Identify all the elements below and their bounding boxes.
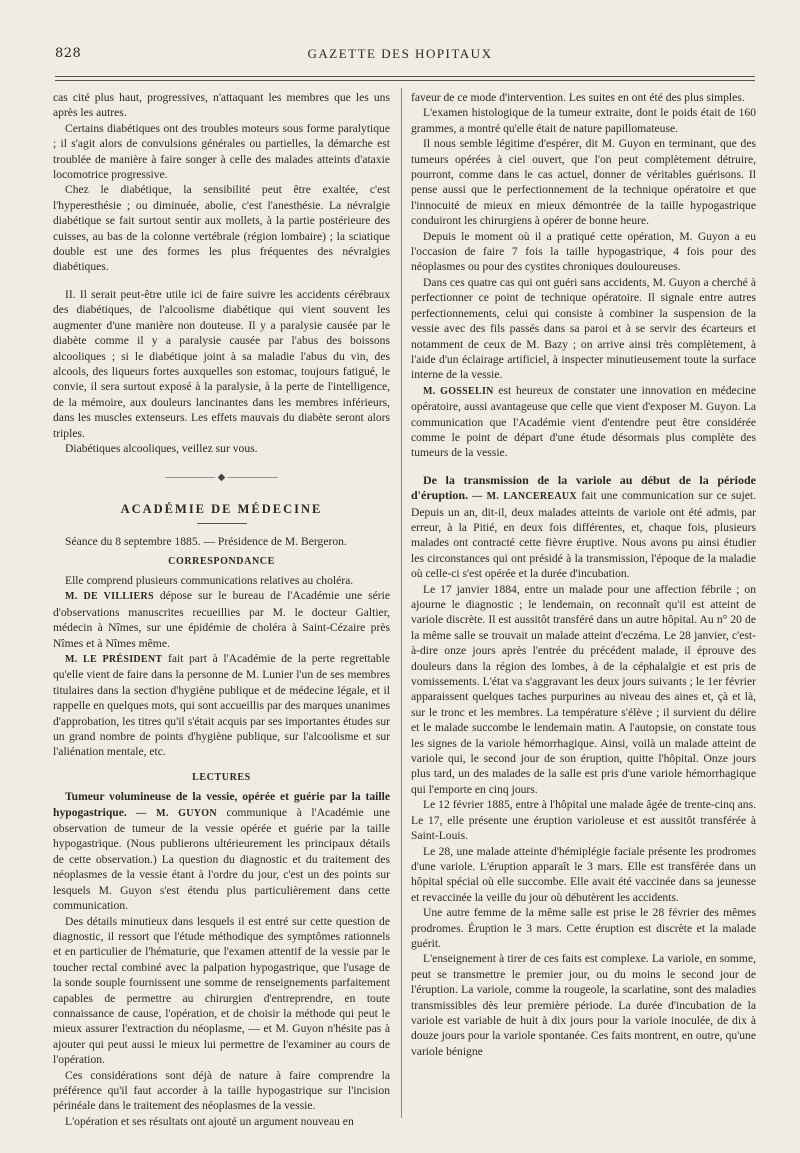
paragraph: Chez le diabétique, la sensibilité peut être exaltée, c'est l'hyperesthésie ; ou diminuée, abolie, c'est l'anesthésie. La névralgie diabétique se fait surtout sentir aux mollets, à la partie postérieure des cuisses, au bas de la colonne vertébrale (région lombaire) ; la sciatique double est une des formes les plus fréquentes des névralgies diabétiques. — [53, 183, 390, 274]
column-divider — [401, 88, 402, 1118]
paragraph: cas cité plus haut, progressives, n'attaquant les membres que les uns après les autres. — [53, 91, 390, 120]
paragraph: M. GOSSELIN est heureux de constater une innovation en médecine opératoire, aussi avantageuse que celle que vient d'exposer M. Guyon. La communication que l'Académie vient d'entendre peut être considérée comme le point de départ d'une étude désormais plus complète des tumeurs de la vessie. — [411, 383, 757, 460]
heading-rule — [197, 523, 247, 524]
paragraph: Tumeur volumineuse de la vessie, opérée et guérie par la taille hypogastrique. — M. GUYON communique à l'Académie une observation de tumeur de la vessie opérée et guérie par la taille hypogastrique. (Nous publierons ultérieurement les principaux détails de cette observation.) La question du diagnostic et du traitement des néoplasmes de la vessie étant à l'ordre du jour, c'est un des points sur lesquels M. Guyon s'est étendu plus particulièrement dans cette communication. — [53, 790, 390, 913]
paragraph: Depuis le moment où il a pratiqué cette opération, M. Guyon a eu l'occasion de faire 7 fois la taille hypogastrique, 4 fois pour des néoplasmes ou pour des cystites chroniques douloureuses. — [411, 229, 756, 274]
article-title: Tumeur volumineuse de la vessie, opérée et guérie par la taille hypogastrique. — [53, 790, 390, 819]
page-number: 828 — [55, 46, 82, 61]
paragraph: Le 28, une malade atteinte d'hémiplégie faciale présente les prodromes d'une variole. L'éruption apparaît le 3 mars. Elle est transférée dans un hôpital spécial où elle succombe. Elle avait été vaccinée dans sa jeunesse et revaccinée la veille du jour où débutèrent les accidents. — [411, 844, 756, 904]
header-rule-bottom — [55, 80, 755, 81]
paragraph: L'examen histologique de la tumeur extraite, dont le poids était de 160 grammes, a montré qu'elle était de nature papillomateuse. — [411, 106, 756, 135]
header-rule-top — [55, 76, 755, 77]
paragraph: faveur de ce mode d'intervention. Les suites en ont été des plus simples. — [411, 91, 745, 104]
paragraph: Ces considérations sont déjà de nature à faire comprendre la préférence qu'il faut accorder à la taille hypogastrique sur l'incision périnéale dans le traitement des néoplasmes de la vessie. — [53, 1068, 390, 1113]
paragraph: Le 17 janvier 1884, entre un malade pour une affection fébrile ; on ajourne le diagnostic ; le lendemain, on reconnaît qu'il est atteint de variole discrète. Il est aussitôt transféré dans un autre hôpital. Au n° 20 de la même salle se trouvait un malade atteint d'eczéma. Le 28 janvier, c'est-à-dire onze jours après l'entrée du précédent malade, il éprouve des douleurs dans la région des lombes, à de la céphalalgie et est pris de vomissements. L'état va s'aggravant les deux jours suivants ; le 1er février apparaissent quelques taches purpurines au niveau des aines et, çà et là, sur le tronc et les membres. La température s'élève ; il survient du délire et le malade succombe le lendemain matin. A l'autopsie, on constate tous les signes de la variole hémorrhagique. Ainsi, voilà un malade atteint de variole qui, le second jour de son éruption, quitte l'hôpital. Onze jours plus tard, un des malades de la salle est pris d'une variole hémorrhagique qui l'emporte en cinq jours. — [411, 582, 756, 796]
paragraph: M. LE PRÉSIDENT fait part à l'Académie de la perte regrettable qu'elle vient de faire dans la personne de M. Lunier l'un de ses membres titulaires dans la section d'hygiène publique et de médecine légale, et il rappelle en quelques mots, qui sont accueillis par des marques unanimes d'approbation, les titres qu'il s'était acquis par ses importantes études sur un grand nombre de points d'hygiène publique, sur l'alcoolisme et sur l'aliénation mentale, etc. — [53, 652, 391, 759]
subheading-lectures: LECTURES — [192, 771, 251, 783]
right-column — [411, 90, 756, 1059]
speaker-name: — M. GUYON — [126, 807, 217, 819]
paragraph: Une autre femme de la même salle est prise le 28 février des mêmes prodromes. Éruption le 3 mars. Cette éruption est discrète et la malade guérit. — [411, 906, 756, 950]
paragraph: Diabétiques alcooliques, veillez sur vous. — [65, 441, 258, 455]
speaker-name: M. GOSSELIN — [423, 385, 494, 397]
paragraph: Le 12 février 1885, entre à l'hôpital une malade âgée de trente-cinq ans. Le 17, elle présente une éruption varioleuse et est aussitôt transférée à Saint-Louis. — [411, 798, 756, 843]
paragraph: II. Il serait peut-être utile ici de faire suivre les accidents cérébraux des diabétiques, de l'alcoolisme diabétique qui vient souvent les augmenter d'une manière non douteuse. Il y a paralysie causée par le diabète comme il y a paralysie causée par l'abus des boissons alcooliques ; si le diabétique joint à sa maladie l'abus du vin, des alcools, des liqueurs fortes auxquelles son estomac, toujours fatigué, le convie, il sera surtout exposé à la paralysie, à la perte de l'intelligence, de la mémoire, aux douleurs lancinantes dans les membres inférieurs, dans les muscles extenseurs. Les effets mauvais du diabète seront alors triples. — [53, 287, 390, 440]
left-column — [53, 90, 390, 1129]
paragraph: Des détails minutieux dans lesquels il est entré sur cette question de diagnostic, il ressort que l'étude méthodique des symptômes rationnels et en particulier de l'hématurie, que l'examen attentif de la vessie par le toucher rectal combiné avec la palpation hypogastrique, que l'usage de la sonde souple fournissent une somme de renseignements parfaitement capables de permettre au chirurgien d'entreprendre, en toute connaissance de cause, l'opération, et de choisir la méthode qui peut le mieux assurer l'extraction du néoplasme, — et M. Guyon n'hésite pas à ajouter qui peut aussi le mieux lui permettre de l'examiner au cours de l'opération. — [53, 914, 390, 1067]
paragraph: De la transmission de la variole au début de la période d'éruption. — M. LANCEREAUX fait une communication sur ce sujet. Depuis un an, dit-il, deux malades atteints de variole ont été admis, par erreur, à la Pitié, en deux fois différentes, et, chaque fois, plusieurs malades ont contracté cette fièvre éruptive. Nous avons pu ainsi étudier les circonstances qui ont présidé à la transmission, l'époque de la maladie où celle-ci s'est opérée et la durée d'incubation. — [411, 472, 756, 581]
subheading-correspondance: CORRESPONDANCE — [168, 555, 275, 567]
paragraph: L'enseignement à tirer de ces faits est complexe. La variole, en somme, peut se transmettre le premier jour, ou du moins le second jour de l'éruption. La variole, comme la rougeole, la scarlatine, sont des maladies transmissibles dès leur première période. La durée d'incubation de la variole est variable de huit à dix jours pour la variole inoculée, de dix à douze jours pour la variole spontanée. Ces faits montrent, en outre, qu'une variole bénigne — [411, 952, 756, 1058]
paragraph: Dans ces quatre cas qui ont guéri sans accidents, M. Guyon a cherché à perfectionner ce point de technique opératoire. Il signale entre autres perfectionnements, celui qui consiste à combiner la suspension de la vessie avec des fils passés dans sa paroi et à se servir des écarteurs et notamment de ceux de M. Bazy ; on arrive ainsi très complètement, à l'aide d'un éclairage artificiel, à inspecter minutieusement toute la surface interne de la vessie. — [411, 275, 756, 382]
session-line: Séance du 8 septembre 1885. — Présidence de M. Bergeron. — [65, 535, 347, 549]
paragraph: Elle comprend plusieurs communications relatives au choléra. — [65, 573, 354, 587]
speaker-name: — M. LANCEREAUX — [468, 491, 577, 503]
paragraph: L'opération et ses résultats ont ajouté un argument nouveau en — [65, 1114, 354, 1128]
paragraph: Certains diabétiques ont des troubles moteurs sous forme paralytique ; il s'agit alors de convulsions générales ou partielles, la démarche est troublée de manière à faire songer à celle des malades atteints d'ataxie locomotrice progressive. — [53, 121, 390, 182]
section-heading: ACADÉMIE DE MÉDECINE — [120, 501, 323, 516]
section-ornament: ————— ◆ ————— — [165, 472, 278, 484]
speaker-name: M. DE VILLIERS — [65, 591, 154, 603]
running-title: GAZETTE DES HOPITAUX — [307, 46, 493, 61]
paragraph: M. DE VILLIERS dépose sur le bureau de l'Académie une série d'observations manuscrites recueillies par M. le docteur Galtier, médecin à Nîmes, sur une épidémie de choléra à Saint-Cézaire près Nîmes et à Nîmes même. — [53, 589, 390, 650]
speaker-name: M. LE PRÉSIDENT — [65, 654, 163, 665]
paragraph: Il nous semble légitime d'espérer, dit M. Guyon en terminant, que des tumeurs opérées à ciel ouvert, que l'on peut complètement détruire, pourront, comme dans le cas actuel, donner de véritables guérisons. Il pense aussi que le perfectionnement de la technique opératoire et que l'innocuité de mieux en mieux démontrée de la taille hypogastrique conduiront les chirurgiens à opérer de bonne heure. — [411, 137, 756, 228]
article-title: De la transmission de la variole au début de la période d'éruption. — [411, 472, 756, 503]
